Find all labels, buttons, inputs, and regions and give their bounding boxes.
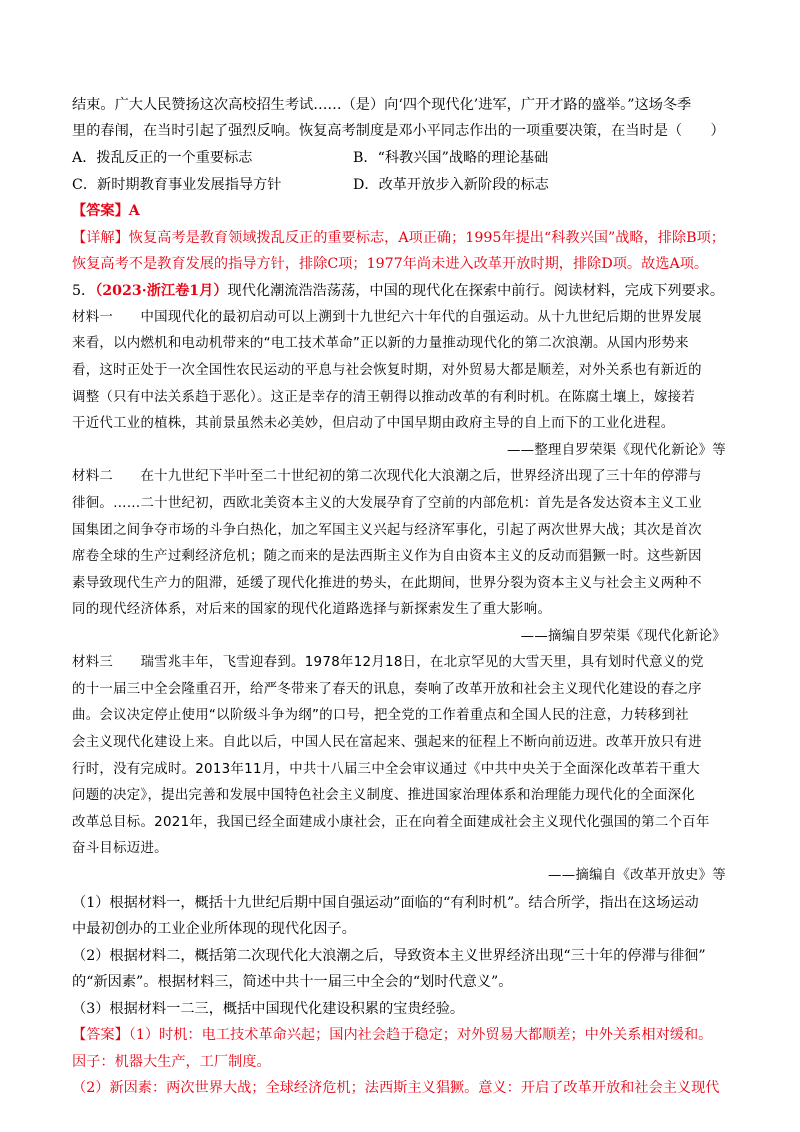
subquestion1-line2: 中最初创办的工业企业所体现的现代化因子。 bbox=[72, 921, 356, 937]
option-a: A．拨乱反正的一个重要标志 bbox=[72, 150, 253, 166]
question4-stem-line1: 结束。广大人民赞扬这次高校招生考试……（是）向‘四个现代化’进军，广开才路的盛举。”这场冬季 bbox=[72, 97, 692, 113]
material3-line8: 奋斗目标迈进。 bbox=[72, 841, 168, 856]
material2-line4: 席卷全球的生产过剩经济危机；随之而来的是法西斯主义作为自由资本主义的反动而猖獗一时。这些新因 bbox=[72, 549, 702, 564]
question5-heading bbox=[72, 281, 724, 301]
material3-line1: 材料三 瑞雪兆丰年，飞雪迎春到。1978年12月18日，在北京罕见的大雪天里，具有划时代意义的党 bbox=[72, 655, 704, 670]
question5-answer-line3: （2）新因素：两次世界大战；全球经济危机；法西斯主义猖獗。意义：开启了改革开放和社会主义现代 bbox=[72, 1080, 720, 1096]
material3-line2: 的十一届三中全会隆重召开，给严冬带来了春天的讯息，奏响了改革开放和社会主义现代化建设的春之序 bbox=[72, 682, 702, 697]
material3-line7: 改革总目标。2021年，我国已经全面建成小康社会，正在向着全面建成社会主义现代化强国的第二个百年 bbox=[72, 815, 710, 830]
question5-answer-line2: 因子：机器大生产，工厂制度。 bbox=[72, 1054, 271, 1070]
subquestion2-line2: 的“新因素”。根据材料三，简述中共十一届三中全会的“划时代意义”。 bbox=[72, 974, 513, 990]
question5-source: （2023·浙江卷1月） bbox=[95, 283, 228, 299]
material3-line3: 曲。会议决定停止使用“以阶级斗争为纲”的口号，把全党的工作着重点和全国人民的注意，力转移到社 bbox=[72, 708, 689, 723]
material1-line5: 干近代工业的植株，其前景虽然未必美妙，但启动了中国早期由政府主导的自上而下的工业化进程。 bbox=[72, 416, 675, 431]
material3-line5: 行时，没有完成时。2013年11月，中共十八届三中全会审议通过《中共中央关于全面深化改革若干重大 bbox=[72, 762, 700, 777]
material2-line5: 素导致现代生产力的阻滞，延缓了现代化推进的势头，在此期间，世界分裂为资本主义与社会主义两种不 bbox=[72, 576, 702, 591]
material1-line3: 看，这时正处于一次全国性农民运动的平息与社会恢复时期，对外贸易大都是顺差，对外关系也有新近的 bbox=[72, 363, 702, 378]
option-d: D．改革开放步入新阶段的标志 bbox=[353, 177, 549, 193]
material3-line4: 会主义现代化建设上来。自此以后，中国人民在富起来、强起来的征程上不断向前迈进。改革开放只有进 bbox=[72, 735, 702, 750]
material2-line6: 同的现代经济体系，对后来的国家的现代化道路选择与新探索发生了重大影响。 bbox=[72, 602, 552, 617]
material3-source: ——摘编自《改革开放史》等 bbox=[548, 868, 726, 883]
material1-line1: 材料一 中国现代化的最初启动可以上溯到十九世纪六十年代的自强运动。从十九世纪后期的世界发展 bbox=[72, 310, 702, 325]
question4-explanation-line2: 恢复高考不是教育发展的指导方针，排除C项；1977年尚未进入改革开放时期，排除D项。故选A项。 bbox=[72, 256, 709, 272]
material2-line1: 材料二 在十九世纪下半叶至二十世纪初的第二次现代化大浪潮之后，世界经济出现了三十年的停滞与 bbox=[72, 469, 702, 484]
material1-line2: 来看，以内燃机和电动机带来的“电工技术革命”正以新的力量推动现代化的第二次浪潮。从国内形势来 bbox=[72, 336, 689, 351]
question5-stem: 现代化潮流浩浩荡荡，中国的现代化在探索中前行。阅读材料，完成下列要求。 bbox=[227, 283, 725, 299]
material2-line2: 徘徊。……二十世纪初，西欧北美资本主义的大发展孕育了空前的内部危机：首先是各发达资本主义工业 bbox=[72, 496, 702, 511]
subquestion3: （3）根据材料一二三，概括中国现代化建设积累的宝贵经验。 bbox=[72, 1001, 465, 1017]
subquestion1-line1: （1）根据材料一，概括十九世纪后期中国自强运动”面临的“有利时机”。结合所学，指出在这场运动 bbox=[72, 895, 699, 911]
material2-line3: 国集团之间争夺市场的斗争白热化，加之军国主义兴起与经济军事化，引起了两次世界大战；其次是首次 bbox=[72, 523, 702, 538]
material3-line6: 问题的决定》，提出完善和发展中国特色社会主义制度、推进国家治理体系和治理能力现代化的全面深化 bbox=[72, 788, 696, 803]
question4-stem-line2: 里的春闱，在当时引起了强烈反响。恢复高考制度是邓小平同志作出的一项重要决策，在当时是（ ） bbox=[72, 123, 725, 139]
material1-line4: 调整（只有中法关系趋于恶化）。这正是幸存的清王朝得以推动改革的有利时机。在陈腐土壤上，嫁接若 bbox=[72, 390, 696, 405]
question4-explanation-line1: 【详解】恢复高考是教育领域拨乱反正的重要标志，A项正确；1995年提出“科教兴国”战略，排除B项； bbox=[72, 230, 725, 246]
question5-answer-line1: 【答案】（1）时机：电工技术革命兴起；国内社会趋于稳定；对外贸易大都顺差；中外关系相对缓和。 bbox=[72, 1027, 713, 1043]
material1-source: ——整理自罗荣渠《现代化新论》等 bbox=[506, 443, 726, 458]
option-b: B．“科教兴国”战略的理论基础 bbox=[353, 150, 549, 166]
material2-source: ——摘编自罗荣渠《现代化新论》 bbox=[520, 629, 726, 644]
question4-answer: 【答案】A bbox=[72, 203, 140, 219]
question5-number: 5． bbox=[72, 283, 96, 299]
subquestion2-line1: （2）根据材料二，概括第二次现代化大浪潮之后，导致资本主义世界经济出现“三十年的停滞与徘徊” bbox=[72, 948, 706, 964]
option-c: C．新时期教育事业发展指导方针 bbox=[72, 177, 282, 193]
